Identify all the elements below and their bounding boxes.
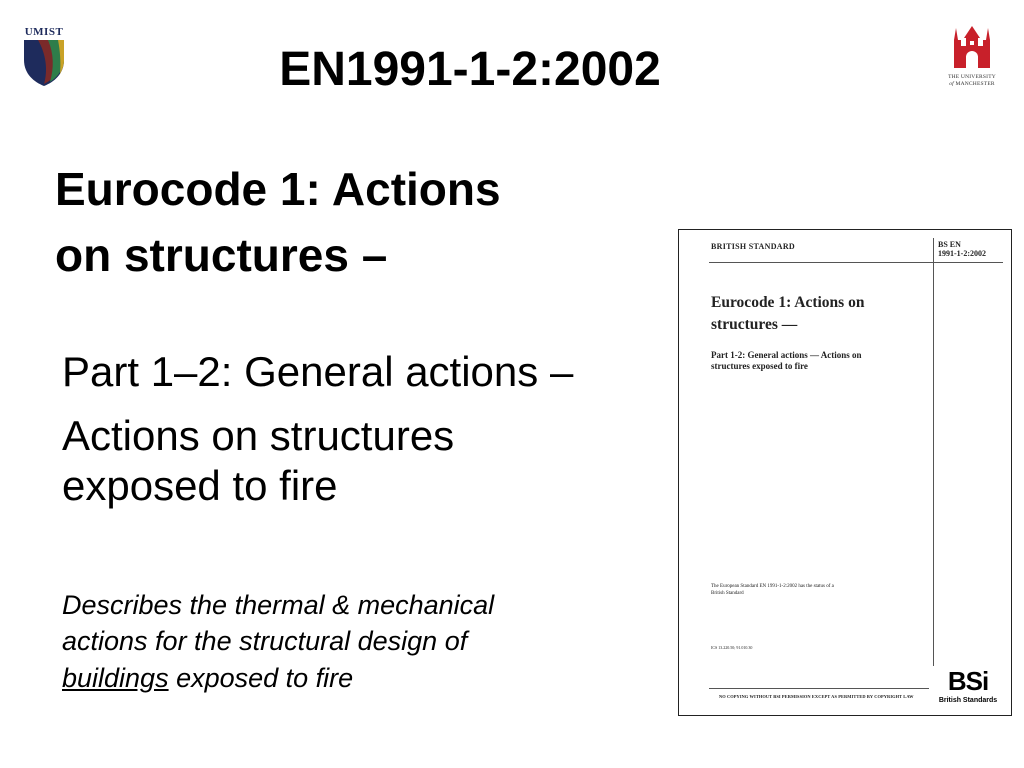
umist-logo-text: UMIST <box>24 26 64 38</box>
manchester-logo-line1: THE UNIVERSITY <box>948 74 996 80</box>
cover-divider-horizontal <box>709 262 1003 263</box>
body-line-1: Part 1–2: General actions – <box>62 348 574 395</box>
cover-status-line-1: The European Standard EN 1991-1-2:2002 has the status of a <box>711 584 834 589</box>
cover-footer-divider <box>709 688 929 689</box>
body-line-3: exposed to fire <box>62 462 338 509</box>
bsi-logo <box>935 666 1001 708</box>
cover-title-line-2: structures — <box>711 316 798 333</box>
description-line-2: actions for the structural design of <box>62 626 468 656</box>
slide-title: EN1991-1-2:2002 <box>279 43 661 96</box>
description-line-3 <box>62 662 353 694</box>
manchester-logo-of: of <box>949 81 954 87</box>
cover-copyright-notice: NO COPYING WITHOUT BSI PERMISSION EXCEPT AS PERMITTED BY COPYRIGHT LAW <box>719 694 914 699</box>
bsi-logo-text: BSi <box>947 666 989 696</box>
cover-publisher: BRITISH STANDARD <box>711 242 796 251</box>
bsi-logo-subtext: British Standards <box>938 697 998 704</box>
cover-title-line-1: Eurocode 1: Actions on <box>711 294 865 311</box>
body-line-2: Actions on structures <box>62 412 455 459</box>
cover-code-line-2: 1991-1-2:2002 <box>938 249 986 258</box>
description-line-3-rest: exposed to fire <box>168 663 354 693</box>
standard-cover-image <box>678 229 1012 716</box>
cover-status-line-2: British Standard <box>711 591 744 596</box>
cover-part-line-1: Part 1-2: General actions — Actions on <box>711 350 862 360</box>
cover-ics: ICS 13.220.50; 91.010.30 <box>711 645 753 650</box>
cover-divider-vertical <box>933 238 934 666</box>
cover-part-line-2: structures exposed to fire <box>711 361 808 371</box>
description-line-1: Describes the thermal & mechanical <box>62 590 495 620</box>
description-underlined-word: buildings <box>62 663 169 693</box>
cover-code-line-1: BS EN <box>938 240 961 249</box>
subtitle-line-1: Eurocode 1: Actions <box>55 163 501 215</box>
subtitle-line-2: on structures – <box>55 229 388 281</box>
manchester-logo-name: MANCHESTER <box>955 81 995 87</box>
